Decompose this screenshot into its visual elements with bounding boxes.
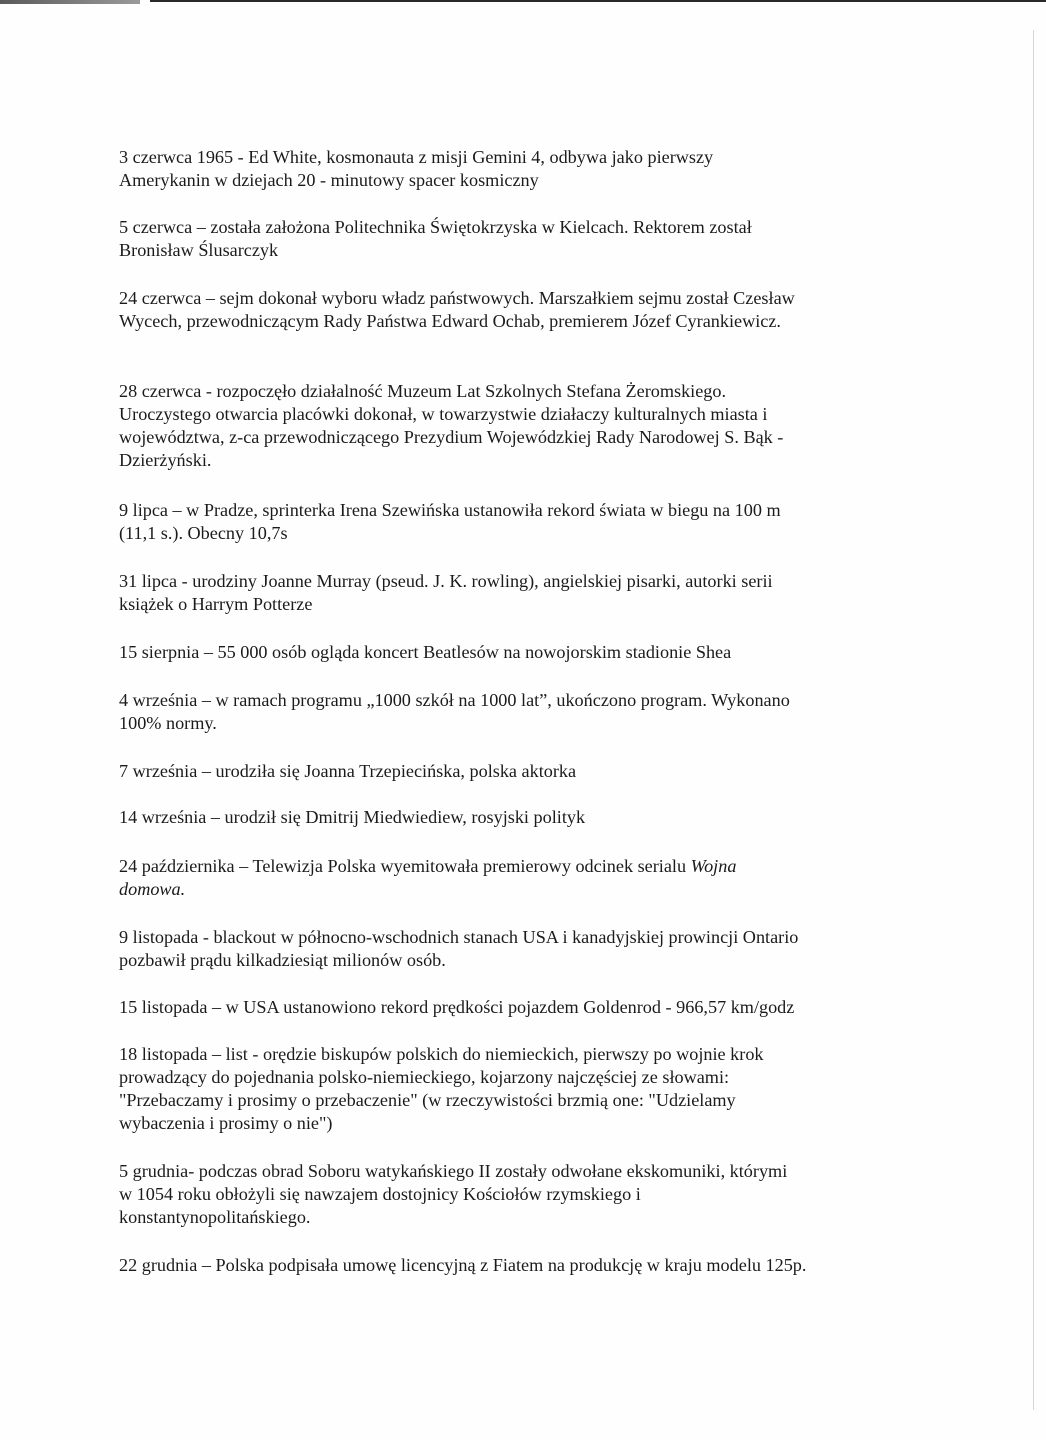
entry-07-09: 9 lipca – w Pradze, sprinterka Irena Szewińska ustanowiła rekord świata w biegu na 100 m (11,1 s.). Obecny 10,7s bbox=[119, 500, 781, 543]
entry-11-09: 9 listopada - blackout w północno-wschodnich stanach USA i kanadyjskiej prowincji Ontario pozbawił prądu kilkadziesiąt milionów osób. bbox=[119, 927, 799, 970]
entry-1965-06-03: 3 czerwca 1965 - Ed White, kosmonauta z misji Gemini 4, odbywa jako pierwszy Amerykanin w dziejach 20 - minutowy spacer kosmiczny bbox=[119, 147, 714, 190]
entry-12-05: 5 grudnia- podczas obrad Soboru watykańskiego II zostały odwołane ekskomuniki, którymi w 1054 roku obłożyli się nawzajem dostojnicy Kościołów rzymskiego i konstantynopolitańskiego. bbox=[119, 1161, 788, 1227]
entry-12-22: 22 grudnia – Polska podpisała umowę licencyjną z Fiatem na produkcję w kraju modelu 125p. bbox=[119, 1255, 807, 1275]
scan-edge-right bbox=[1033, 30, 1034, 1410]
document-page bbox=[119, 0, 919, 1440]
series-title: Wojna domowa. bbox=[119, 856, 737, 899]
entry-11-15: 15 listopada – w USA ustanowiono rekord prędkości pojazdem Goldenrod - 966,57 km/godz bbox=[119, 997, 795, 1017]
entry-09-07: 7 września – urodziła się Joanna Trzepiecińska, polska aktorka bbox=[119, 761, 577, 781]
entry-09-14: 14 września – urodził się Dmitrij Miedwiediew, rosyjski polityk bbox=[119, 807, 586, 827]
entry-06-05: 5 czerwca – została założona Politechnika Świętokrzyska w Kielcach. Rektorem został Bronisław Ślusarczyk bbox=[119, 217, 752, 260]
entry-06-28: 28 czerwca - rozpoczęło działalność Muzeum Lat Szkolnych Stefana Żeromskiego. Uroczystego otwarcia placówki dokonał, w towarzystwie działaczy kulturalnych miasta i województwa, z-ca przewodniczącego Prezydium Wojewódzkiej Rady Narodowej S. Bąk - Dzierżyński. bbox=[119, 381, 784, 470]
entry-08-15: 15 sierpnia – 55 000 osób ogląda koncert Beatlesów na nowojorskim stadionie Shea bbox=[119, 642, 732, 662]
entry-11-18: 18 listopada – list - orędzie biskupów polskich do niemieckich, pierwszy po wojnie krok prowadzący do pojednania polsko-niemieckiego, kojarzony najczęściej ze słowami: "Przebaczamy i prosimy o przebaczenie" (w rzeczywistości brzmią one: "Udzielamy wybaczenia i prosimy o nie") bbox=[119, 1044, 764, 1133]
entry-06-24: 24 czerwca – sejm dokonał wyboru władz państwowych. Marszałkiem sejmu został Czesław Wycech, przewodniczącym Rady Państwa Edward Ochab, premierem Józef Cyrankiewicz. bbox=[119, 288, 795, 331]
entry-07-31: 31 lipca - urodziny Joanne Murray (pseud. J. K. rowling), angielskiej pisarki, autorki serii książek o Harrym Potterze bbox=[119, 571, 773, 614]
entry-10-24 bbox=[119, 855, 919, 901]
entry-09-04: 4 września – w ramach programu „1000 szkół na 1000 lat”, ukończono program. Wykonano 100% normy. bbox=[119, 690, 790, 733]
entry-10-24-text: 24 października – Telewizja Polska wyemitowała premierowy odcinek serialu bbox=[119, 856, 691, 876]
